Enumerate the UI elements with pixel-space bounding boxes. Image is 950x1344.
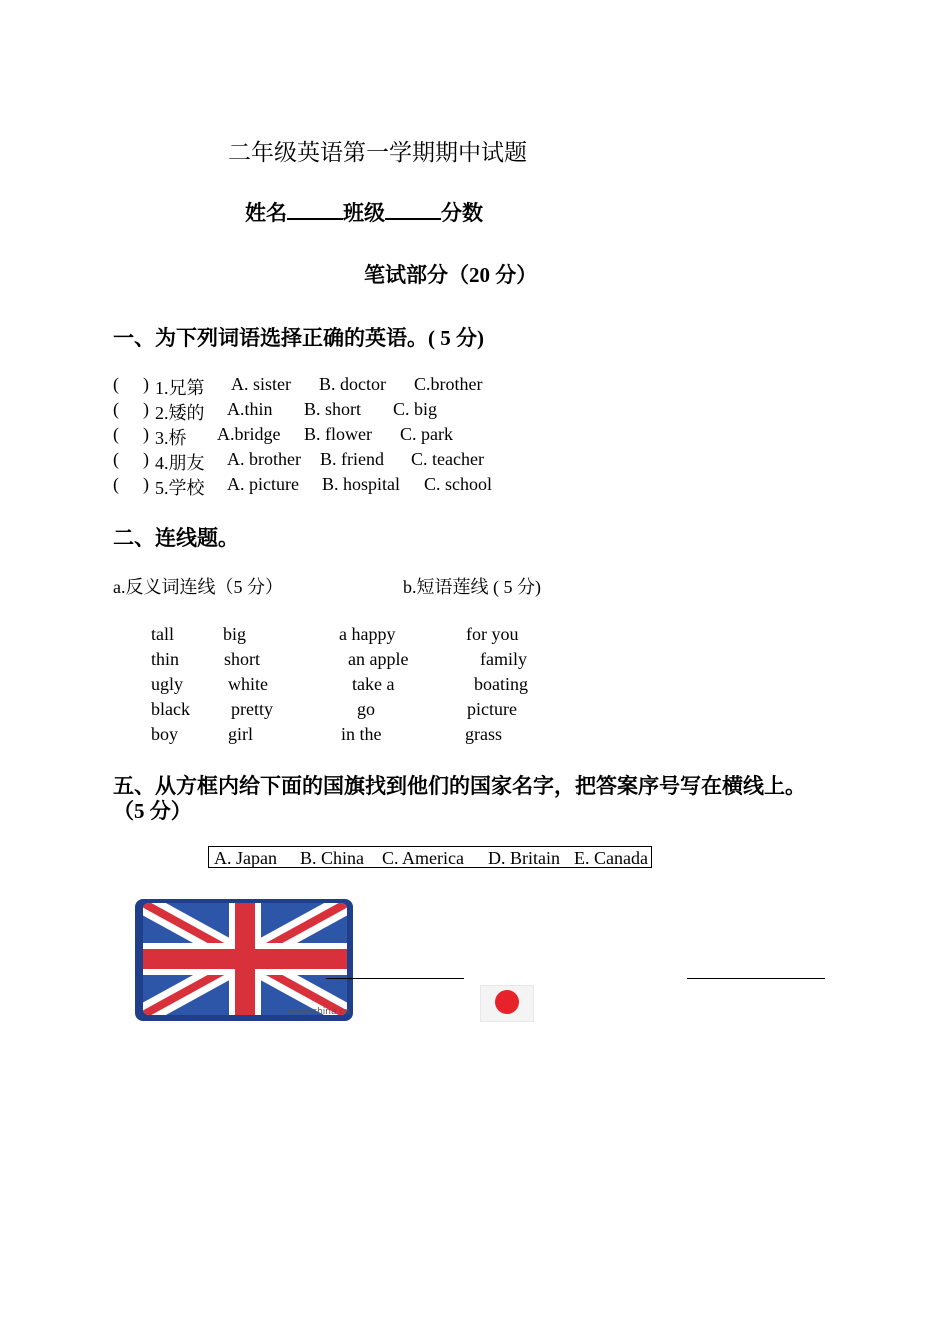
japan-flag-image [480,985,534,1022]
match-word[interactable]: pretty [231,699,273,719]
answer-paren-close: ) [143,474,149,494]
exam-title: 二年级英语第一学期期中试题 [228,140,527,165]
match-phrase[interactable]: family [480,649,527,669]
answer-line-uk[interactable] [326,978,464,979]
option-b: B. short [304,399,362,419]
answer-paren-close: ) [143,374,149,394]
subsection-a-label: a.反义词连线（5 分） [113,577,283,597]
match-word[interactable]: white [228,674,268,694]
match-phrase[interactable]: an apple [348,649,409,669]
match-word[interactable]: tall [151,624,174,644]
subsection-b-label: b.短语莲线 ( 5 分) [403,577,541,597]
match-word[interactable]: thin [151,649,180,669]
match-phrase[interactable]: picture [467,699,517,719]
match-word[interactable]: black [151,699,190,719]
name-label: 姓名 [245,201,287,225]
match-phrase[interactable]: go [357,699,375,719]
section5-heading: 五、从方框内给下面的国旗找到他们的国家名字，把答案序号写在横线上。 [113,774,806,798]
answer-line-flag-3[interactable] [687,978,825,979]
option-c: C. park [400,424,453,444]
name-blank[interactable] [287,200,343,220]
match-phrase[interactable]: grass [465,724,502,744]
class-label: 班级 [343,201,385,225]
score-label: 分数 [441,201,483,225]
match-word[interactable]: boy [151,724,178,744]
uk-flag-image [133,897,355,1023]
option-c: C. school [424,474,493,494]
question-word: 2.矮的 [155,403,205,423]
match-word[interactable]: short [224,649,260,669]
option-c: C. teacher [411,449,484,469]
match-word[interactable]: big [223,624,247,644]
match-phrase[interactable]: boating [474,674,528,694]
question-word: 4.朋友 [155,453,205,473]
answer-paren-close: ) [143,449,149,469]
match-phrase[interactable]: in the [341,724,382,744]
country-option: D. Britain [488,848,560,868]
option-a: A.bridge [217,424,281,444]
country-option: B. China [300,848,365,868]
country-option: A. Japan [214,848,277,868]
match-word[interactable]: girl [228,724,253,744]
option-c: C. big [393,399,438,419]
section1-heading: 一、为下列词语选择正确的英语。( 5 分) [113,326,484,350]
country-option: E. Canada [574,848,648,868]
answer-paren-close: ) [143,399,149,419]
option-a: A. picture [227,474,299,494]
option-b: B. hospital [322,474,401,494]
answer-paren-open[interactable]: ( [113,374,119,394]
option-b: B. flower [304,424,372,444]
option-a: A. brother [227,449,301,469]
country-options-box [208,846,652,868]
question-word: 5.学校 [155,478,205,498]
section2-heading: 二、连线题。 [113,526,239,550]
option-a: A. sister [231,374,291,394]
match-phrase[interactable]: take a [352,674,395,694]
question-word: 3.桥 [155,428,187,448]
answer-paren-open[interactable]: ( [113,449,119,469]
country-option: C. America [382,848,464,868]
written-part-heading: 笔试部分（20 分） [364,263,538,287]
option-c: C.brother [414,374,483,394]
match-phrase[interactable]: for you [466,624,519,644]
match-word[interactable]: ugly [151,674,184,694]
class-blank[interactable] [385,200,441,220]
option-a: A.thin [227,399,273,419]
section5-heading-points: （5 分） [113,799,192,823]
option-b: B. doctor [319,374,386,394]
student-info-line [245,197,483,227]
answer-paren-open[interactable]: ( [113,399,119,419]
answer-paren-close: ) [143,424,149,444]
question-word: 1.兄第 [155,378,205,398]
image-watermark: www.china.cn [288,1007,351,1017]
answer-paren-open[interactable]: ( [113,424,119,444]
match-phrase[interactable]: a happy [339,624,396,644]
option-b: B. friend [320,449,384,469]
answer-paren-open[interactable]: ( [113,474,119,494]
